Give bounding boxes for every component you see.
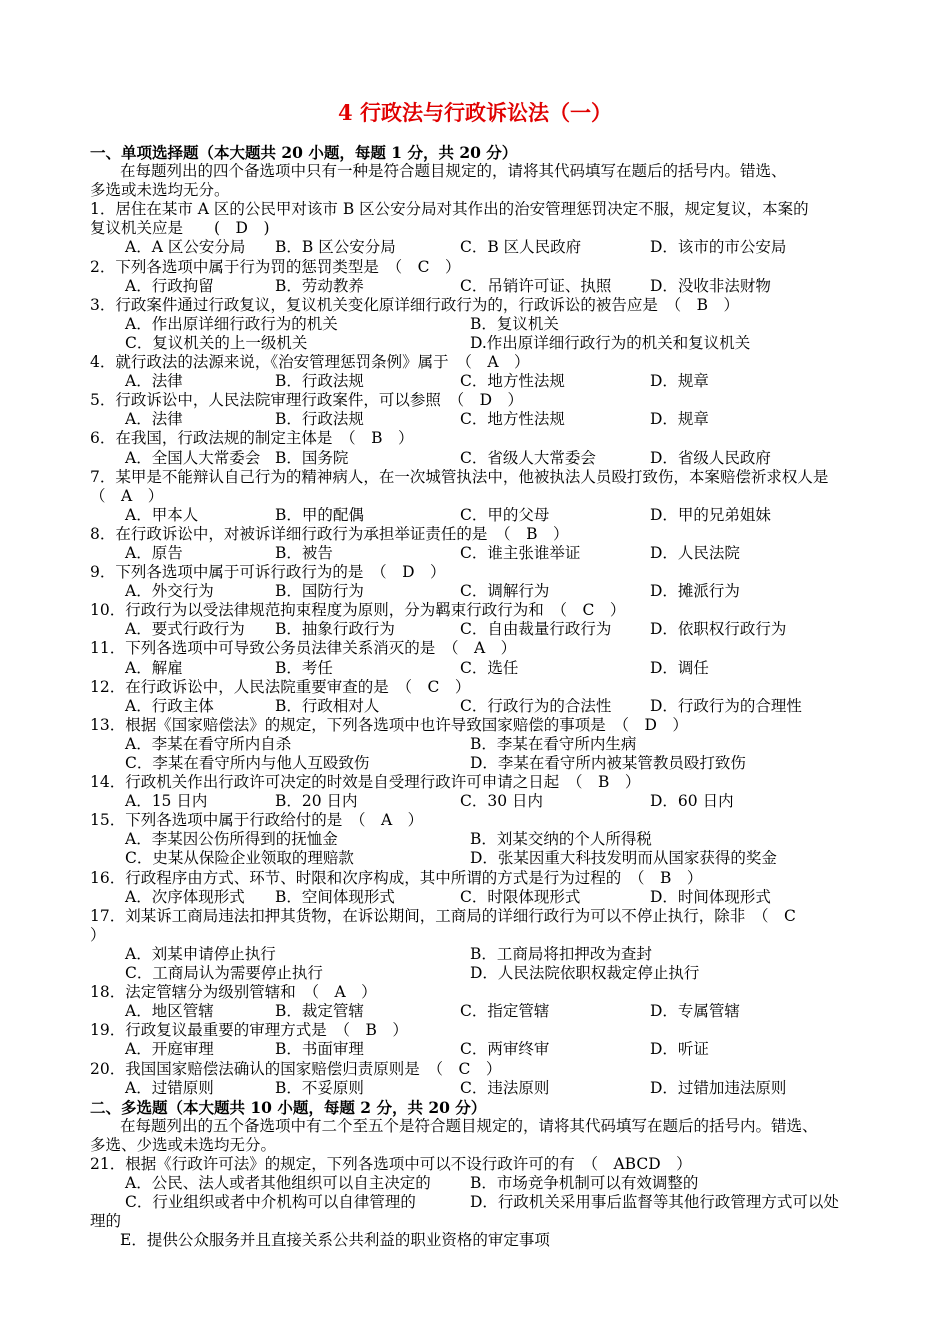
option-row [90,1174,860,1193]
option-a: A．要式行政行为 [125,620,245,639]
option-b: B．李某在看守所内生病 [470,734,637,753]
option-b: B．工商局将扣押改为查封 [470,944,652,963]
option-continuation: E．提供公众服务并且直接关系公共利益的职业资格的审定事项 [120,1231,550,1250]
option-b: B．甲的配偶 [275,505,364,524]
option-row [90,506,860,525]
option-a: A．过错原则 [125,1078,214,1097]
question-text: 7．某甲是不能辩认自己行为的精神病人，在一次城管执法中，他被执法人员殴打致伤，本案赔偿祈求权人是 [90,467,829,486]
option-a: A．法律 [125,410,183,429]
option-b: B．国防行为 [275,582,364,601]
option-row [90,754,860,773]
option-row [90,659,860,678]
option-a: A．行政拘留 [125,276,214,295]
option-a: C．李某在看守所内与他人互殴致伤 [125,754,370,772]
option-row [90,849,860,868]
option-row [90,697,860,716]
question-text: 14．行政机关作出行政许可决定的时效是自受理行政许可申请之日起 （ B ） [90,773,641,792]
section-2-instructions: 在每题列出的五个备选项中有二个至五个是符合题目规定的，请将其代码填写在题后的括号内。错选、 [120,1116,818,1135]
option-row [90,449,860,468]
option-a: C．复议机关的上一级机关 [125,333,308,352]
option-c: C．地方性法规 [460,372,565,391]
question-text: 复议机关应是 ( D ) [90,219,270,238]
option-a: A．开庭审理 [125,1040,214,1059]
option-b: B．行政相对人 [275,696,380,715]
question-text: 10．行政行为以受法律规范拘束程度为原则，分为羁束行政行为和 （ C ） [90,601,626,620]
option-c: C．地方性法规 [460,410,565,429]
option-b: D.作出原详细行政行为的机关和复议机关 [470,333,751,352]
option-b: B．市场竞争机制可以有效调整的 [470,1174,699,1193]
question-text: 12．在行政诉讼中，人民法院重要审查的是 （ C ） [90,677,471,696]
option-b: B．书面审理 [275,1040,364,1059]
option-row [90,1079,860,1098]
option-row [90,735,860,754]
option-d: D．摊派行为 [650,582,740,601]
option-a: C．史某从保险企业领取的理赔款 [125,849,354,868]
option-d: D．规章 [650,372,709,391]
option-c: C．两审终审 [460,1040,550,1059]
question-text: 20．我国国家赔偿法确认的国家赔偿归责原则是 （ C ） [90,1059,502,1078]
option-c: C．调解行为 [460,582,550,601]
question-text: 13．根据《国家赔偿法》的规定，下列各选项中也许导致国家赔偿的事项是 （ D ） [90,715,688,734]
section-2-instructions: 多选、少选或未选均无分。 [90,1135,277,1154]
option-d: D．过错加违法原则 [650,1078,787,1097]
option-b: D．行政机关采用事后监督等其他行政管理方式可以处 [470,1193,839,1212]
question-text: 2．下列各选项中属于行为罚的惩罚类型是 （ C ） [90,257,461,276]
option-row [90,1002,860,1021]
option-a: A．作出原详细行政行为的机关 [125,314,338,333]
question-text: 3．行政案件通过行政复议，复议机关变化原详细行政行为的，行政诉讼的被告应是 （ B ） [90,295,740,314]
question-text: 18．法定管辖分为级别管辖和 （ A ） [90,983,377,1002]
option-d: D．听证 [650,1040,709,1059]
option-d: D．专属管辖 [650,1002,740,1021]
option-row [90,1040,860,1059]
question-text: 9．下列各选项中属于可诉行政行为的是 （ D ） [90,563,446,582]
option-a: C．工商局认为需要停止执行 [125,964,323,983]
option-c: C．谁主张谁举证 [460,543,581,562]
option-b: B．空间体现形式 [275,887,395,906]
option-row [90,410,860,429]
option-row [90,315,860,334]
option-d: D．依职权行政行为 [650,620,787,639]
option-row [90,964,860,983]
option-d: D．省级人民政府 [650,448,771,467]
option-row [90,238,860,257]
question-text: ） [90,925,106,944]
question-text: 15．下列各选项中属于行政给付的是 （ A ） [90,811,424,830]
option-a: A．李某因公伤所得到的抚恤金 [125,830,338,849]
option-row [90,830,860,849]
option-a: A．刘某申请停止执行 [125,944,276,963]
option-c: C．选任 [460,658,519,677]
option-row [90,792,860,811]
option-b: B．不妥原则 [275,1078,364,1097]
option-a: C．行业组织或者中介机构可以自律管理的 [125,1193,416,1212]
option-c: C．甲的父母 [460,505,550,524]
question-text: 16．行政程序由方式、环节、时限和次序构成，其中所谓的方式是行为过程的 （ B ） [90,868,703,887]
option-a: A．全国人大常委会 [125,448,261,467]
option-b: D．张某因重大科技发明而从国家获得的奖金 [470,849,777,868]
option-c: C．违法原则 [460,1078,550,1097]
option-a: A．公民、法人或者其他组织可以自主决定的 [125,1174,431,1193]
option-row [90,544,860,563]
option-row [90,334,860,353]
option-c: C．时限体现形式 [460,887,581,906]
option-row [90,620,860,639]
section-1-instructions: 在每题列出的四个备选项中只有一种是符合题目规定的，请将其代码填写在题后的括号内。错选、 [120,162,787,181]
option-d: D．没收非法财物 [650,276,771,295]
option-c: C．指定管辖 [460,1002,550,1021]
option-a: A．15 日内 [125,792,208,811]
option-b: B．考任 [275,658,333,677]
option-c: C．吊销许可证、执照 [460,276,612,295]
option-b: B．B 区公安分局 [275,238,396,257]
option-d: D．规章 [650,410,709,429]
section-2-heading: 二、多选题（本大题共 10 小题，每题 2 分，共 20 分） [90,1097,487,1117]
option-b: D．李某在看守所内被某管教员殴打致伤 [470,754,746,772]
option-row [90,888,860,907]
question-text: 1．居住在某市 A 区的公民甲对该市 B 区公安分局对其作出的治安管理惩罚决定不服，规定复议，本案的 [90,200,809,219]
option-d: D．时间体现形式 [650,887,771,906]
option-a: A．次序体现形式 [125,887,245,906]
option-b: B．20 日内 [275,792,358,811]
question-text: 17．刘某诉工商局违法扣押其货物，在诉讼期间，工商局的详细行政行为可以不停止执行，除非 （ C [90,906,796,925]
option-d: D．行政行为的合理性 [650,696,802,715]
section-1-heading: 一、单项选择题（本大题共 20 小题，每题 1 分，共 20 分） [90,143,518,162]
question-text: 11．下列各选项中可导致公务员法律关系消灭的是 （ A ） [90,639,517,658]
option-a: A．A 区公安分局 [125,238,246,257]
option-a: A．行政主体 [125,696,214,715]
option-b: B．国务院 [275,448,349,467]
option-d: D．调任 [650,658,709,677]
option-b: B．复议机关 [470,314,559,333]
question-text: 5．行政诉讼中，人民法院审理行政案件，可以参照 （ D ） [90,391,524,410]
question-text: 19．行政复议最重要的审理方式是 （ B ） [90,1021,408,1040]
option-row [90,372,860,391]
option-b: B．抽象行政行为 [275,620,395,639]
option-c: C．省级人大常委会 [460,448,596,467]
option-b: B．被告 [275,543,333,562]
option-a: A．甲本人 [125,505,199,524]
option-a: A．外交行为 [125,582,214,601]
question-text: 6．在我国，行政法规的制定主体是 （ B ） [90,429,414,448]
option-row [90,1193,860,1212]
option-d: D．该市的市公安局 [650,238,787,257]
option-row [90,277,860,296]
option-a: A．地区管辖 [125,1002,214,1021]
question-text: 21．根据《行政许可法》的规定，下列各选项中可以不设行政许可的有 （ ABCD ） [90,1154,692,1173]
option-continuation: 理的 [90,1212,122,1231]
question-text: 4．就行政法的法源来说，《治安管理惩罚条例》属于 （ A ） [90,353,530,372]
question-text: 8．在行政诉讼中，对被诉详细行政行为承担举证责任的是 （ B ） [90,524,569,543]
document-body [90,143,860,1250]
option-d: D．人民法院 [650,543,740,562]
option-a: A．法律 [125,372,183,391]
option-row [90,582,860,601]
section-1-instructions: 多选或未选均无分。 [90,181,230,200]
option-d: D．60 日内 [650,792,734,811]
option-b: B．裁定管辖 [275,1002,364,1021]
option-c: C．自由裁量行政行为 [460,620,612,639]
option-c: C．B 区人民政府 [460,238,582,257]
option-a: A．原告 [125,543,183,562]
option-b: B．刘某交纳的个人所得税 [470,830,652,849]
option-b: D．人民法院依职权裁定停止执行 [470,964,700,983]
option-b: B．行政法规 [275,372,364,391]
page-title: 4 行政法与行政诉讼法（一） [338,100,612,125]
option-c: C．行政行为的合法性 [460,696,612,715]
option-row [90,945,860,964]
option-b: B．行政法规 [275,410,364,429]
option-c: C．30 日内 [460,792,544,811]
option-d: D．甲的兄弟姐妹 [650,505,771,524]
question-text: （ A ） [90,486,164,505]
option-b: B．劳动教养 [275,276,364,295]
option-a: A．解雇 [125,658,183,677]
option-a: A．李某在看守所内自杀 [125,734,292,753]
